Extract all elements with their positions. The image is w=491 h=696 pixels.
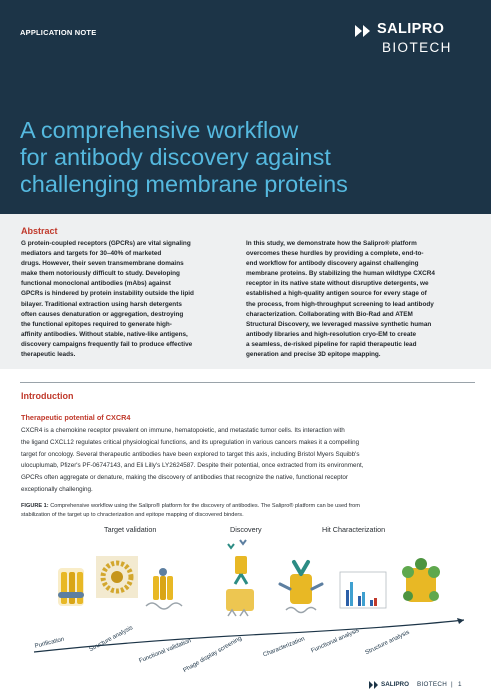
salipro-logo xyxy=(353,20,473,60)
footer-brand-regular: BIOTECH xyxy=(417,681,448,688)
abstract-line: end workflow for antibody discovery against challenging xyxy=(246,260,419,268)
abstract-line: G protein-coupled receptors (GPCRs) are vital signaling xyxy=(21,240,191,247)
epitope-mapping-illustration xyxy=(402,558,440,602)
abstract-line: generation and precise 3D epitope mapping. xyxy=(246,351,381,359)
body-line: the ligand CXCL12 regulates critical physiological functions, and its upregulation in various cancers makes it a compelling xyxy=(21,438,360,446)
abstract-line: bilayer. Traditional extraction using harsh detergents xyxy=(21,300,182,308)
abstract-line: affinity antibodies. Without stable, native-like antigens, xyxy=(21,330,188,338)
functional-analysis-illustration xyxy=(340,572,386,608)
introduction-subheading: Therapeutic potential of CXCR4 xyxy=(21,413,131,422)
figure-caption-text: Comprehensive workflow using the Salipro® platform for the discovery of antibodies. The Salipro® platform can be used from xyxy=(48,503,360,509)
abstract-left-column xyxy=(21,239,243,360)
footer-separator: | xyxy=(451,681,453,688)
footer-brand-bold: SALIPRO xyxy=(381,681,409,688)
title-line: for antibody discovery against xyxy=(20,144,331,170)
step-phage-display-screening: Phage display screening xyxy=(182,634,244,675)
step-structure-analysis-final: Structure analysis xyxy=(364,628,411,657)
body-line: CXCR4 is a chemokine receptor prevalent on immune, hematopoietic, and metastatic tumor cells. Its interaction with xyxy=(21,427,345,434)
abstract-right-column xyxy=(246,239,468,360)
stage-label-hit-characterization: Hit Characterization xyxy=(322,525,386,534)
body-line: exceptionally challenging. xyxy=(21,485,93,493)
salipro-footer-icon xyxy=(369,681,379,689)
abstract-line: therapeutic leads. xyxy=(21,351,76,359)
functional-validation-illustration xyxy=(146,568,182,609)
abstract-line: drugs. However, their seven transmembrane domains xyxy=(21,260,184,268)
characterization-illustration xyxy=(280,562,322,613)
figure-caption xyxy=(21,502,481,519)
figure-caption-text: stabilization of the target up to chracterization and epitope mapping of discovered binders. xyxy=(21,511,244,518)
body-line: target for oncology. Several therapeutic antibodies have been explored to target this axis, including Bristol Myers Squibb's xyxy=(21,450,360,458)
abstract-line: a seamless, de-risked pipeline for rapid therapeutic lead xyxy=(246,340,417,348)
abstract-heading: Abstract xyxy=(21,226,58,236)
step-functional-analysis: Functional analysis xyxy=(310,626,361,655)
abstract-line: characterization. Collaborating with Bio-Rad and ATEM xyxy=(246,310,413,318)
logo-wordmark-top: SALIPRO xyxy=(377,21,445,37)
step-structure-analysis: Structure analysis xyxy=(88,624,135,654)
page-title xyxy=(20,117,480,198)
abstract-line: In this study, we demonstrate how the Salipro® platform xyxy=(246,240,417,247)
step-purification: Purification xyxy=(34,635,65,650)
stage-label-discovery: Discovery xyxy=(230,525,262,534)
abstract-line: often causes denaturation or aggregation, destroying xyxy=(21,310,184,318)
introduction-body xyxy=(21,425,481,496)
abstract-line: Structural Discovery, we leveraged massive synthetic human xyxy=(246,320,432,328)
section-divider xyxy=(20,382,475,383)
abstract-line: the functional epitopes required to generate high- xyxy=(21,320,172,328)
abstract-line: overcomes these hurdles by providing a complete, end-to- xyxy=(246,250,424,258)
structure-analysis-illustration xyxy=(96,556,138,598)
title-line: challenging membrane proteins xyxy=(20,171,348,197)
abstract-line: GPCRs is hindered by protein instability outside the lipid xyxy=(21,290,194,298)
title-line: A comprehensive workflow xyxy=(20,117,299,143)
figure-caption-label: FIGURE 1: xyxy=(21,503,49,509)
body-line: GPCRs often aggregate or denature, making the discovery of antibodies that recognize the native, functional receptor xyxy=(21,474,348,482)
logo-wordmark-bottom: BIOTECH xyxy=(382,40,452,55)
workflow-illustration xyxy=(28,534,468,679)
abstract-line: antibody libraries and high-resolution cryo-EM to create xyxy=(246,330,417,338)
abstract-line: mediators and targets for 30–40% of marketed xyxy=(21,250,162,258)
body-line: ulocuplumab, Pfizer's PF-06747143, and Eli Lilly's LY2624587. Despite their potential, once extracted from its environment, xyxy=(21,462,364,470)
step-functional-validation: Functional validation xyxy=(138,637,193,665)
abstract-line: receptor in its native state without disruptive detergents, we xyxy=(246,280,429,288)
salipro-logo-icon xyxy=(353,23,375,39)
step-characterization: Characterization xyxy=(262,635,306,659)
abstract-line: discovery campaigns frequently fail to produce effective xyxy=(21,340,193,348)
stage-label-target-validation: Target validation xyxy=(104,525,157,534)
purification-illustration xyxy=(58,568,84,606)
abstract-line: make them notoriously difficult to study. Developing xyxy=(21,270,180,278)
abstract-line: the process, from high-throughput screening to lead antibody xyxy=(246,300,434,308)
abstract-line: established a high-quality antigen source for every stage of xyxy=(246,290,427,298)
abstract-line: membrane proteins. By stabilizing the human wildtype CXCR4 xyxy=(246,270,435,278)
header-banner xyxy=(0,0,491,214)
document-type-label: APPLICATION NOTE xyxy=(20,28,97,37)
abstract-line: functional monoclonal antibodies (mAbs) against xyxy=(21,280,171,288)
introduction-heading: Introduction xyxy=(21,391,74,401)
page-number: 1 xyxy=(458,681,462,688)
phage-display-illustration xyxy=(226,540,254,616)
